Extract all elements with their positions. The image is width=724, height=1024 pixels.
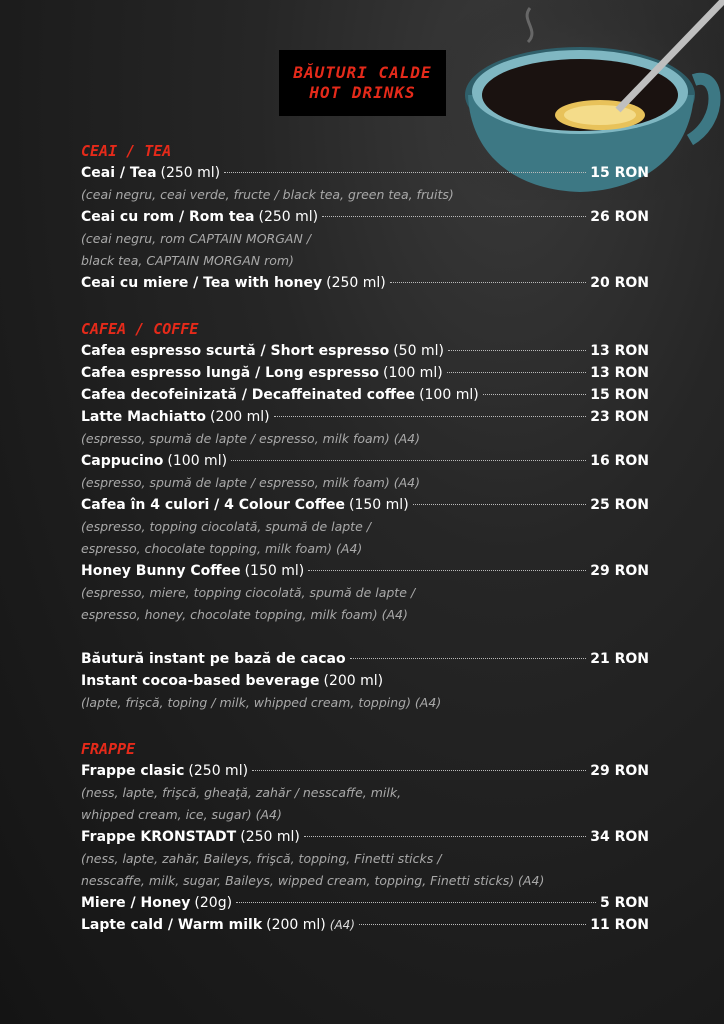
menu-item (81, 648, 649, 670)
item-price: 26 RON (590, 209, 649, 225)
item-size: (150 ml) (244, 563, 305, 579)
item-description: (ceai negru, rom CAPTAIN MORGAN / (81, 231, 311, 246)
item-size: (200 ml) (323, 673, 384, 689)
item-price: 29 RON (590, 563, 649, 579)
menu-list (81, 138, 649, 936)
item-price: 20 RON (590, 275, 649, 291)
item-size: (250 ml) (160, 165, 221, 181)
section-title: FRAPPE (81, 740, 136, 758)
menu-item (81, 450, 649, 472)
leader-dots (308, 570, 586, 571)
section-title: CAFEA / COFFE (81, 320, 199, 338)
section-cocoa (81, 648, 649, 714)
item-size: (250 ml) (258, 209, 319, 225)
leader-dots (231, 460, 586, 461)
item-size: (250 ml) (188, 763, 249, 779)
item-size: (50 ml) (393, 343, 444, 359)
item-size: (200 ml) (266, 917, 326, 933)
menu-item (81, 384, 649, 406)
leader-dots (224, 172, 586, 173)
item-price: 25 RON (590, 497, 649, 513)
menu-item (81, 272, 649, 294)
menu-item (81, 892, 649, 914)
menu-item (81, 406, 649, 428)
item-price: 21 RON (590, 651, 649, 667)
item-description: (espresso, spumă de lapte / espresso, milk foam) (A4) (81, 431, 420, 446)
item-size: (20g) (194, 895, 233, 911)
item-description: espresso, chocolate topping, milk foam) (A4) (81, 541, 363, 556)
item-price: 15 RON (590, 165, 649, 181)
item-name: Lapte cald / Warm milk (81, 917, 263, 933)
menu-item (81, 760, 649, 782)
menu-item (81, 340, 649, 362)
item-description: black tea, CAPTAIN MORGAN rom) (81, 253, 294, 268)
item-size: (150 ml) (349, 497, 409, 513)
item-description: (espresso, miere, topping ciocolată, spumă de lapte / (81, 585, 416, 600)
item-description: nesscaffe, milk, sugar, Baileys, wipped cream, topping, Finetti sticks) (A4) (81, 873, 545, 888)
leader-dots (359, 924, 586, 925)
item-name: Ceai / Tea (81, 165, 157, 181)
item-size: (100 ml) (419, 387, 479, 403)
section-coffee (81, 318, 649, 626)
item-description: (ceai negru, ceai verde, fructe / black tea, green tea, fruits) (81, 187, 454, 202)
item-name: Cappucino (81, 453, 164, 469)
item-description: espresso, honey, chocolate topping, milk foam) (A4) (81, 607, 408, 622)
item-description: whipped cream, ice, sugar) (A4) (81, 807, 282, 822)
leader-dots (390, 282, 586, 283)
item-name: Instant cocoa-based beverage (81, 673, 320, 689)
item-price: 15 RON (590, 387, 649, 403)
title-line-2: HOT DRINKS (309, 83, 416, 102)
leader-dots (350, 658, 587, 659)
item-name: Cafea în 4 culori / 4 Colour Coffee (81, 497, 346, 513)
item-description: (ness, lapte, frişcă, gheaţă, zahăr / nesscaffe, milk, (81, 785, 402, 800)
item-size: (250 ml) (326, 275, 386, 291)
item-size: (100 ml) (383, 365, 443, 381)
menu-item (81, 560, 649, 582)
leader-dots (236, 902, 596, 903)
item-price: 34 RON (590, 829, 649, 845)
section-tea (81, 140, 649, 294)
menu-item (81, 826, 649, 848)
menu-title-box (279, 50, 446, 116)
item-name: Ceai cu miere / Tea with honey (81, 275, 323, 291)
leader-dots (322, 216, 586, 217)
item-name: Cafea decofeinizată / Decaffeinated coffee (81, 387, 416, 403)
item-price: 13 RON (590, 365, 649, 381)
leader-dots (448, 350, 586, 351)
title-line-1: BĂUTURI CALDE (293, 63, 432, 82)
item-size: (250 ml) (240, 829, 300, 845)
menu-item (81, 206, 649, 228)
item-description: (lapte, frişcă, toping / milk, whipped cream, topping) (A4) (81, 695, 442, 710)
item-description: (espresso, topping ciocolată, spumă de lapte / (81, 519, 371, 534)
section-title: CEAI / TEA (81, 142, 172, 160)
menu-item (81, 362, 649, 384)
item-name: Frappe KRONSTADT (81, 829, 237, 845)
item-price: 23 RON (590, 409, 649, 425)
item-description: (espresso, spumă de lapte / espresso, milk foam) (A4) (81, 475, 420, 490)
item-name: Ceai cu rom / Rom tea (81, 209, 255, 225)
item-price: 13 RON (590, 343, 649, 359)
item-price: 11 RON (590, 917, 649, 933)
menu-item-subtitle (81, 670, 649, 692)
leader-dots (304, 836, 586, 837)
item-name: Honey Bunny Coffee (81, 563, 241, 579)
item-price: 16 RON (590, 453, 649, 469)
item-name: Băutură instant pe bază de cacao (81, 651, 346, 667)
menu-item (81, 914, 649, 936)
item-price: 5 RON (599, 895, 649, 911)
item-name: Miere / Honey (81, 895, 191, 911)
leader-dots (252, 770, 586, 771)
item-name: Cafea espresso scurtă / Short espresso (81, 343, 390, 359)
leader-dots (483, 394, 587, 395)
leader-dots (447, 372, 587, 373)
menu-item (81, 494, 649, 516)
leader-dots (413, 504, 587, 505)
section-frappe (81, 738, 649, 936)
item-tag: (A4) (329, 918, 355, 932)
item-size: (100 ml) (167, 453, 228, 469)
item-name: Latte Machiatto (81, 409, 207, 425)
menu-item (81, 162, 649, 184)
item-description: (ness, lapte, zahăr, Baileys, frişcă, topping, Finetti sticks / (81, 851, 442, 866)
leader-dots (274, 416, 587, 417)
item-price: 29 RON (590, 763, 649, 779)
item-name: Cafea espresso lungă / Long espresso (81, 365, 380, 381)
item-size: (200 ml) (210, 409, 270, 425)
item-name: Frappe clasic (81, 763, 185, 779)
